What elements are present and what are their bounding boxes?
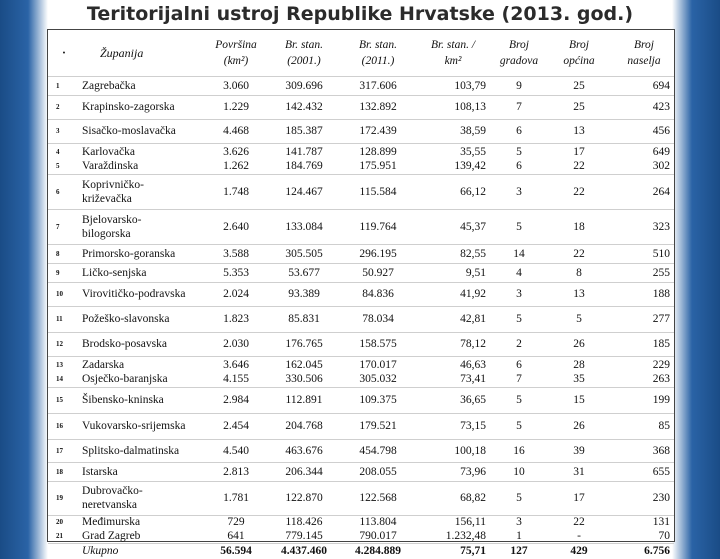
population-2001-value: 176.765	[285, 338, 323, 350]
settlements-value: 85	[658, 420, 670, 432]
population-2001-value: 133.084	[285, 220, 323, 233]
county-number: 11	[56, 315, 63, 323]
table-row	[48, 95, 674, 120]
population-2011-value: 113.804 790.017	[359, 516, 397, 542]
settlements-value: 323	[652, 220, 670, 233]
settlements-value: 277	[652, 313, 670, 325]
settlements-value: 694	[652, 79, 670, 92]
population-2001-value: 305.505	[285, 247, 323, 260]
density-value: 9,51	[465, 266, 486, 279]
density-value: 82,55	[460, 247, 486, 260]
municipalities-value: 25	[573, 101, 585, 113]
population-2011-value: 78.034	[362, 313, 394, 325]
municipalities-value: 31	[573, 465, 585, 478]
population-2001-value: 162.045 330.506	[285, 358, 323, 385]
settlements-value: 185	[652, 338, 670, 350]
density-value: 36,65	[460, 394, 486, 406]
towns-value: 14	[513, 247, 525, 260]
towns-value: 5	[516, 220, 522, 233]
table-row	[48, 263, 674, 283]
towns-value: 5 6	[516, 145, 522, 172]
density-value: 66,12	[460, 185, 486, 198]
area-value: 729 641	[227, 516, 245, 542]
table-row	[48, 244, 674, 264]
municipalities-value: 13	[573, 288, 585, 300]
density-value: 103,79	[454, 79, 486, 92]
municipalities-value: 18	[573, 220, 585, 233]
towns-value: 2	[516, 338, 522, 350]
area-value: 4.468	[223, 125, 249, 137]
area-value: 2.984	[223, 394, 249, 406]
population-2001-value: 53.677	[288, 266, 320, 279]
population-2011-value: 317.606	[359, 79, 397, 92]
county-name: Splitsko-dalmatinska	[82, 444, 180, 457]
density-value: 73,15	[460, 420, 486, 432]
county-name: Koprivničko- križevačka	[82, 178, 144, 205]
towns-value: 3	[516, 185, 522, 198]
towns-value: 5	[516, 420, 522, 432]
population-2001-value: 118.426 779.145	[285, 516, 323, 542]
county-column-header: Županija	[100, 46, 144, 60]
municipalities-column-header: Broj općina	[563, 39, 595, 67]
county-name: Šibensko-kninska	[82, 394, 164, 406]
settlements-value: 131 70	[652, 516, 670, 542]
county-number: 12	[56, 340, 63, 348]
population-2001-value: 122.870	[285, 492, 323, 504]
county-number: 7	[56, 222, 60, 231]
county-number: 20 21	[56, 518, 63, 540]
table-row	[48, 174, 674, 210]
density-value: 108,13	[454, 101, 486, 113]
county-number: 18	[56, 467, 63, 476]
population-2011-value: 84.836	[362, 288, 394, 300]
county-name: Primorsko-goranska	[82, 247, 176, 260]
total-municipalities: 429	[570, 545, 588, 557]
area-value: 3.626 1.262	[223, 145, 249, 172]
table-row	[48, 439, 674, 463]
density-value: 41,92	[460, 288, 486, 300]
density-value: 35,55 139,42	[454, 145, 486, 172]
area-value: 2.024	[223, 288, 249, 300]
county-number: 13 14	[56, 360, 63, 383]
total-row	[48, 543, 674, 559]
county-number: 3	[56, 127, 60, 135]
settlements-value: 649 302	[652, 145, 670, 172]
density-value: 78,12	[460, 338, 486, 350]
population-2001-value: 124.467	[285, 185, 323, 198]
population-2001-value: 463.676	[285, 444, 323, 457]
municipalities-value: 22	[573, 185, 585, 198]
county-number: 16	[56, 422, 63, 430]
towns-value: 7	[516, 101, 522, 113]
density-column-header: Br. stan. / km²	[430, 39, 476, 67]
county-number: 8	[56, 249, 60, 258]
table-row	[48, 413, 674, 440]
area-value: 1.823	[223, 313, 249, 325]
total-settlements: 6.756	[644, 545, 670, 557]
population-2011-value: 208.055	[359, 465, 397, 478]
settlements-value: 199	[652, 394, 670, 406]
municipalities-value: 28 35	[573, 358, 585, 385]
population-2001-value: 112.891	[285, 394, 323, 406]
table-row	[48, 209, 674, 245]
settlements-column-header: Broj naselja	[627, 39, 661, 67]
population-2011-value: 128.899 175.951	[359, 145, 397, 172]
county-name: Vukovarsko-srijemska	[82, 420, 186, 432]
municipalities-value: 22	[573, 247, 585, 260]
settlements-value: 255	[652, 266, 670, 279]
population-2011-value: 50.927	[362, 266, 394, 279]
area-value: 3.588	[223, 247, 249, 260]
table-row	[48, 306, 674, 333]
settlements-value: 368	[652, 444, 670, 457]
towns-value: 6	[516, 125, 522, 137]
county-name: Virovitičko-podravska	[82, 288, 186, 300]
population-2011-value: 132.892	[359, 101, 397, 113]
county-name: Sisačko-moslavačka	[82, 125, 176, 137]
population-2011-value: 115.584	[359, 185, 397, 198]
municipalities-value: 13	[573, 125, 585, 137]
table-row	[48, 387, 674, 414]
density-value: 100,18	[454, 444, 486, 457]
settlements-value: 456	[652, 125, 670, 137]
population-2011-value: 170.017 305.032	[359, 358, 397, 385]
density-value: 156,11 1.232,48	[445, 516, 486, 542]
population-2011-value: 109.375	[359, 394, 397, 406]
total-towns: 127	[510, 545, 528, 557]
settlements-value: 510	[652, 247, 670, 260]
area-column-header: Površina (km²)	[215, 39, 257, 67]
settlements-value: 655	[652, 465, 670, 478]
population-2011-value: 454.798	[359, 444, 397, 457]
population-2011-value: 122.568	[359, 492, 397, 504]
county-name: Istarska	[82, 465, 118, 478]
total-area: 56.594	[220, 545, 252, 557]
total-population-2011: 4.284.889	[355, 545, 401, 557]
towns-value: 16	[513, 444, 525, 457]
county-table	[47, 29, 675, 557]
total-label: Ukupno	[82, 544, 119, 557]
municipalities-value: 17	[573, 492, 585, 504]
towns-column-header: Broj gradova	[499, 39, 539, 67]
population-2011-value: 179.521	[359, 420, 397, 432]
county-number: 2	[56, 103, 60, 111]
municipalities-value: 22 -	[573, 516, 585, 542]
county-number: 15	[56, 396, 63, 404]
settlements-value: 423	[652, 101, 670, 113]
population-2001-value: 204.768	[285, 420, 323, 432]
area-value: 2.640	[223, 220, 249, 233]
number-column-header: •	[62, 49, 66, 57]
municipalities-value: 26	[573, 338, 585, 350]
population-2001-value: 206.344	[285, 465, 323, 478]
area-value: 4.540	[223, 444, 249, 457]
county-number: 9	[56, 268, 60, 277]
total-density: 75,71	[460, 545, 486, 557]
county-name: Karlovačka Varaždinska	[82, 145, 139, 172]
towns-value: 9	[516, 79, 522, 92]
population-2001-value: 141.787 184.769	[285, 145, 323, 172]
area-value: 3.646 4.155	[223, 358, 249, 385]
population-2011-value: 172.439	[359, 125, 397, 137]
municipalities-value: 15	[573, 394, 585, 406]
table-row	[48, 332, 674, 357]
county-name: Ličko-senjska	[82, 266, 147, 279]
table-row	[48, 481, 674, 516]
municipalities-value: 26	[573, 420, 585, 432]
population-2011-value: 158.575	[359, 338, 397, 350]
population-2001-value: 185.387	[285, 125, 323, 137]
towns-value: 10	[513, 465, 525, 478]
county-name: Međimurska Grad Zagreb	[82, 516, 141, 542]
table-row	[48, 119, 674, 144]
slide-title: Teritorijalni ustroj Republike Hrvatske (2013. god.)	[86, 3, 634, 25]
county-name: Požeško-slavonska	[82, 313, 170, 325]
towns-value: 5	[516, 394, 522, 406]
towns-value: 6 7	[516, 358, 522, 385]
county-name: Zagrebačka	[82, 79, 136, 92]
population-2001-value: 85.831	[288, 313, 320, 325]
population-2001-value: 142.432	[285, 101, 323, 113]
county-name: Brodsko-posavska	[82, 338, 167, 350]
county-number: 10	[56, 290, 63, 298]
area-value: 3.060	[223, 79, 249, 92]
municipalities-value: 17 22	[573, 145, 585, 172]
county-name: Krapinsko-zagorska	[82, 101, 175, 113]
population-2001-value: 93.389	[288, 288, 320, 300]
population-2011-value: 296.195	[359, 247, 397, 260]
county-number: 6	[56, 187, 60, 196]
municipalities-value: 25	[573, 79, 585, 92]
municipalities-value: 8	[576, 266, 582, 279]
area-value: 1.748	[223, 185, 249, 198]
county-number: 17	[56, 446, 63, 455]
density-value: 73,96	[460, 465, 486, 478]
settlements-value: 229 263	[652, 358, 670, 385]
density-value: 42,81	[460, 313, 486, 325]
county-name: Bjelovarsko- bilogorska	[82, 213, 142, 240]
county-number: 19	[56, 494, 63, 502]
area-value: 1.781	[223, 492, 249, 504]
table-row	[48, 462, 674, 482]
table-row	[48, 356, 674, 388]
total-population-2001: 4.437.460	[281, 545, 327, 557]
population-2001-value: 309.696	[285, 79, 323, 92]
county-number: 4 5	[56, 147, 60, 170]
towns-value: 5	[516, 492, 522, 504]
towns-value: 4	[516, 266, 522, 279]
municipalities-value: 39	[573, 444, 585, 457]
table-row	[48, 143, 674, 175]
towns-value: 3 1	[516, 516, 522, 542]
settlements-value: 264	[652, 185, 670, 198]
towns-value: 3	[516, 288, 522, 300]
area-value: 1.229	[223, 101, 249, 113]
density-value: 68,82	[460, 492, 486, 504]
municipalities-value: 5	[576, 313, 582, 325]
area-value: 2.030	[223, 338, 249, 350]
county-name: Dubrovačko- neretvanska	[82, 485, 143, 511]
area-value: 2.454	[223, 420, 249, 432]
table-header-row	[48, 30, 674, 77]
density-value: 45,37	[460, 220, 486, 233]
population-2011-column-header: Br. stan. (2011.)	[358, 39, 398, 67]
density-value: 38,59	[460, 125, 486, 137]
table-row	[48, 76, 674, 96]
settlements-value: 230	[652, 492, 670, 504]
population-2011-value: 119.764	[359, 220, 397, 233]
table-row	[48, 282, 674, 307]
towns-value: 5	[516, 313, 522, 325]
population-2001-column-header: Br. stan. (2001.)	[284, 39, 324, 67]
density-value: 46,63 73,41	[460, 358, 486, 385]
area-value: 2.813	[223, 465, 249, 478]
settlements-value: 188	[652, 288, 670, 300]
county-name: Zadarska Osječko-baranjska	[82, 358, 168, 385]
area-value: 5.353	[223, 266, 249, 279]
county-number: 1	[56, 81, 60, 90]
